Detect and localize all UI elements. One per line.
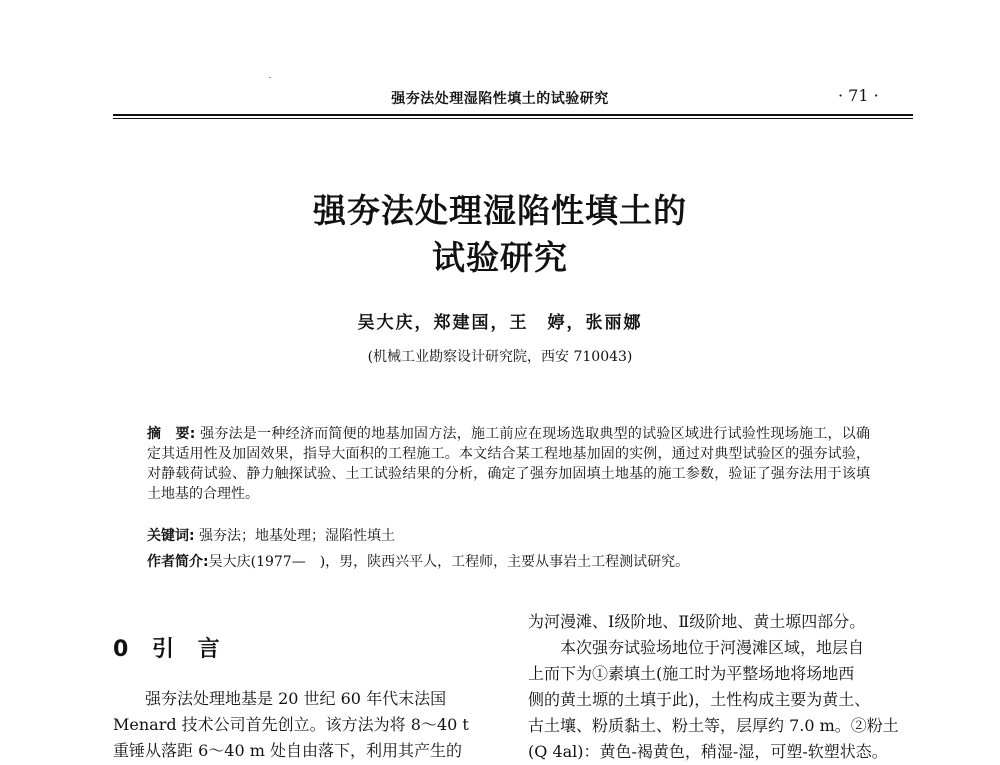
- keywords-label: 关键词:: [147, 528, 195, 544]
- paper-title-line-1: 强夯法处理湿陷性填土的: [313, 191, 687, 230]
- author-bio-label: 作者简介:: [147, 554, 209, 570]
- left-line-2: Menard 技术公司首先创立。该方法为将 8～40 t: [113, 715, 469, 734]
- abstract: [147, 424, 870, 504]
- right-line-6: (Q 4al)：黄色-褐黄色，稍湿-湿，可塑-软塑状态。: [528, 742, 888, 761]
- author-bio-text: 吴大庆(1977— )，男，陕西兴平人，工程师，主要从事岩土工程测试研究。: [208, 554, 690, 570]
- header-rule-thin: [113, 118, 913, 119]
- left-line-3: 重锤从落距 6～40 m 处自由落下，利用其产生的: [113, 741, 462, 760]
- right-line-5: 古土壤、粉质黏土、粉土等，层厚约 7.0 m。②粉土: [528, 716, 899, 735]
- right-line-3: 上而下为①素填土(施工时为平整场地将场地西: [528, 664, 855, 683]
- affiliation: (机械工业勘察设计研究院，西安 710043): [367, 349, 633, 365]
- authors: 吴大庆，郑建国，王 婷，张丽娜: [357, 313, 643, 333]
- left-line-1: 强夯法处理地基是 20 世纪 60 年代末法国: [145, 689, 447, 708]
- author-bio: [147, 552, 870, 572]
- page-number: · 71 ·: [838, 86, 879, 105]
- left-column: [113, 686, 493, 764]
- right-line-1: 为河漫滩、Ⅰ级阶地、Ⅱ级阶地、黄土塬四部分。: [528, 612, 866, 631]
- right-line-4: 侧的黄土塬的土填于此)，土性构成主要为黄土、: [528, 690, 871, 709]
- running-title: 强夯法处理湿陷性填土的试验研究: [391, 91, 609, 107]
- right-line-2: 本次强夯试验场地位于河漫滩区域，地层自: [560, 638, 865, 657]
- paper-title-line-2: 试验研究: [432, 238, 568, 277]
- abstract-label: 摘 要:: [147, 426, 196, 442]
- right-column: [528, 609, 913, 765]
- keywords: [147, 526, 870, 546]
- header-rule-thick: [113, 114, 913, 116]
- abstract-text: 强夯法是一种经济而简便的地基加固方法，施工前应在现场选取典型的试验区域进行试验性现场施工，以确定其适用性及加固效果，指导大面积的工程施工。本文结合某工程地基加固的实例，通过对典型试验区的强夯试验，对静载荷试验、静力触探试验、土工试验结果的分析，确定了强夯加固填土地基的施工参数，验证了强夯法用于该填土地基的合理性。: [147, 426, 870, 502]
- section-heading-introduction: 0 引 言: [113, 637, 228, 662]
- keywords-text: 强夯法；地基处理；湿陷性填土: [194, 528, 396, 544]
- scan-speck: [269, 77, 271, 78]
